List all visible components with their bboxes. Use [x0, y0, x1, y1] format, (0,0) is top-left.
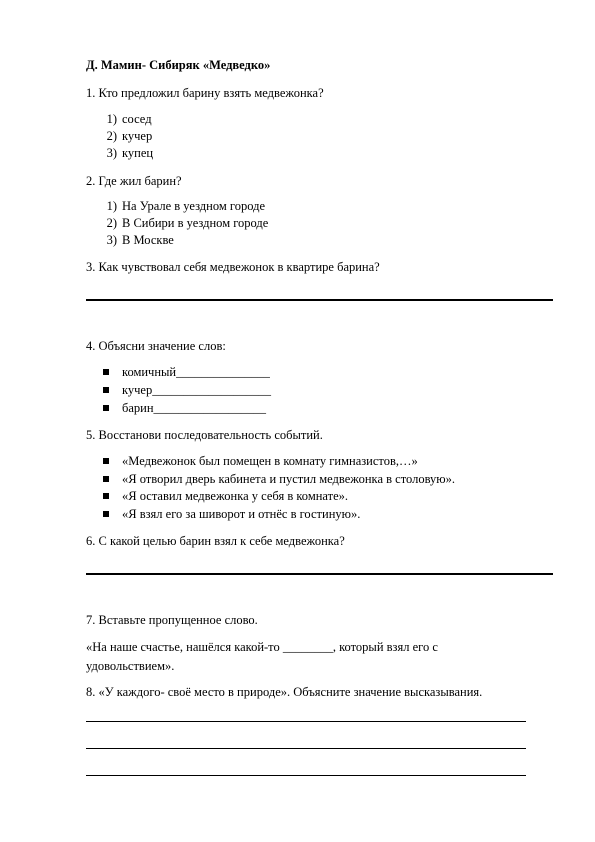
list-item: кучер___________________ — [122, 383, 271, 397]
question-1: 1. Кто предложил барину взять медвежонка? — [86, 86, 324, 100]
option-number: 3) — [106, 233, 117, 247]
bullet-icon — [103, 458, 109, 464]
question-8: 8. «У каждого- своё место в природе». Объясните значение высказывания. — [86, 685, 483, 699]
option-number: 1) — [106, 199, 117, 213]
bullet-icon — [103, 511, 109, 517]
list-item: «Медвежонок был помещен в комнату гимназистов,…» — [122, 454, 418, 468]
question-6: 6. С какой целью барин взял к себе медвежонка? — [86, 534, 345, 548]
answer-line[interactable] — [86, 573, 553, 575]
question-7: 7. Вставьте пропущенное слово. — [86, 613, 258, 627]
list-item: барин__________________ — [122, 401, 267, 415]
answer-line[interactable] — [86, 775, 526, 776]
bullet-icon — [103, 387, 109, 393]
quote-line-1: «На наше счастье, нашёлся какой-то ________, который взял его с — [86, 640, 438, 654]
answer-line[interactable] — [86, 721, 526, 722]
option-number: 3) — [106, 146, 117, 160]
bullet-icon — [103, 405, 109, 411]
answer-line[interactable] — [86, 748, 526, 749]
quote-line-2: удовольствием». — [86, 659, 175, 673]
option-text: В Москве — [122, 233, 174, 247]
option-text: В Сибири в уездном городе — [122, 216, 269, 230]
question-3: 3. Как чувствовал себя медвежонок в квартире барина? — [86, 260, 380, 274]
option-text: На Урале в уездном городе — [122, 199, 266, 213]
option-number: 2) — [106, 216, 117, 230]
list-item: «Я оставил медвежонка у себя в комнате». — [122, 489, 349, 503]
question-4: 4. Объясни значение слов: — [86, 339, 226, 353]
document-title: Д. Мамин- Сибиряк «Медведко» — [86, 58, 271, 72]
option-number: 2) — [106, 129, 117, 143]
list-item: «Я отворил дверь кабинета и пустил медвежонка в столовую». — [122, 472, 456, 486]
question-5: 5. Восстанови последовательность событий. — [86, 428, 323, 442]
option-text: купец — [122, 146, 154, 160]
list-item: «Я взял его за шиворот и отнёс в гостиную». — [122, 507, 361, 521]
bullet-icon — [103, 369, 109, 375]
option-text: кучер — [122, 129, 153, 143]
question-2: 2. Где жил барин? — [86, 174, 182, 188]
list-item: комичный_______________ — [122, 365, 270, 379]
bullet-icon — [103, 476, 109, 482]
answer-line[interactable] — [86, 299, 553, 301]
option-text: сосед — [122, 112, 152, 126]
option-number: 1) — [106, 112, 117, 126]
bullet-icon — [103, 493, 109, 499]
